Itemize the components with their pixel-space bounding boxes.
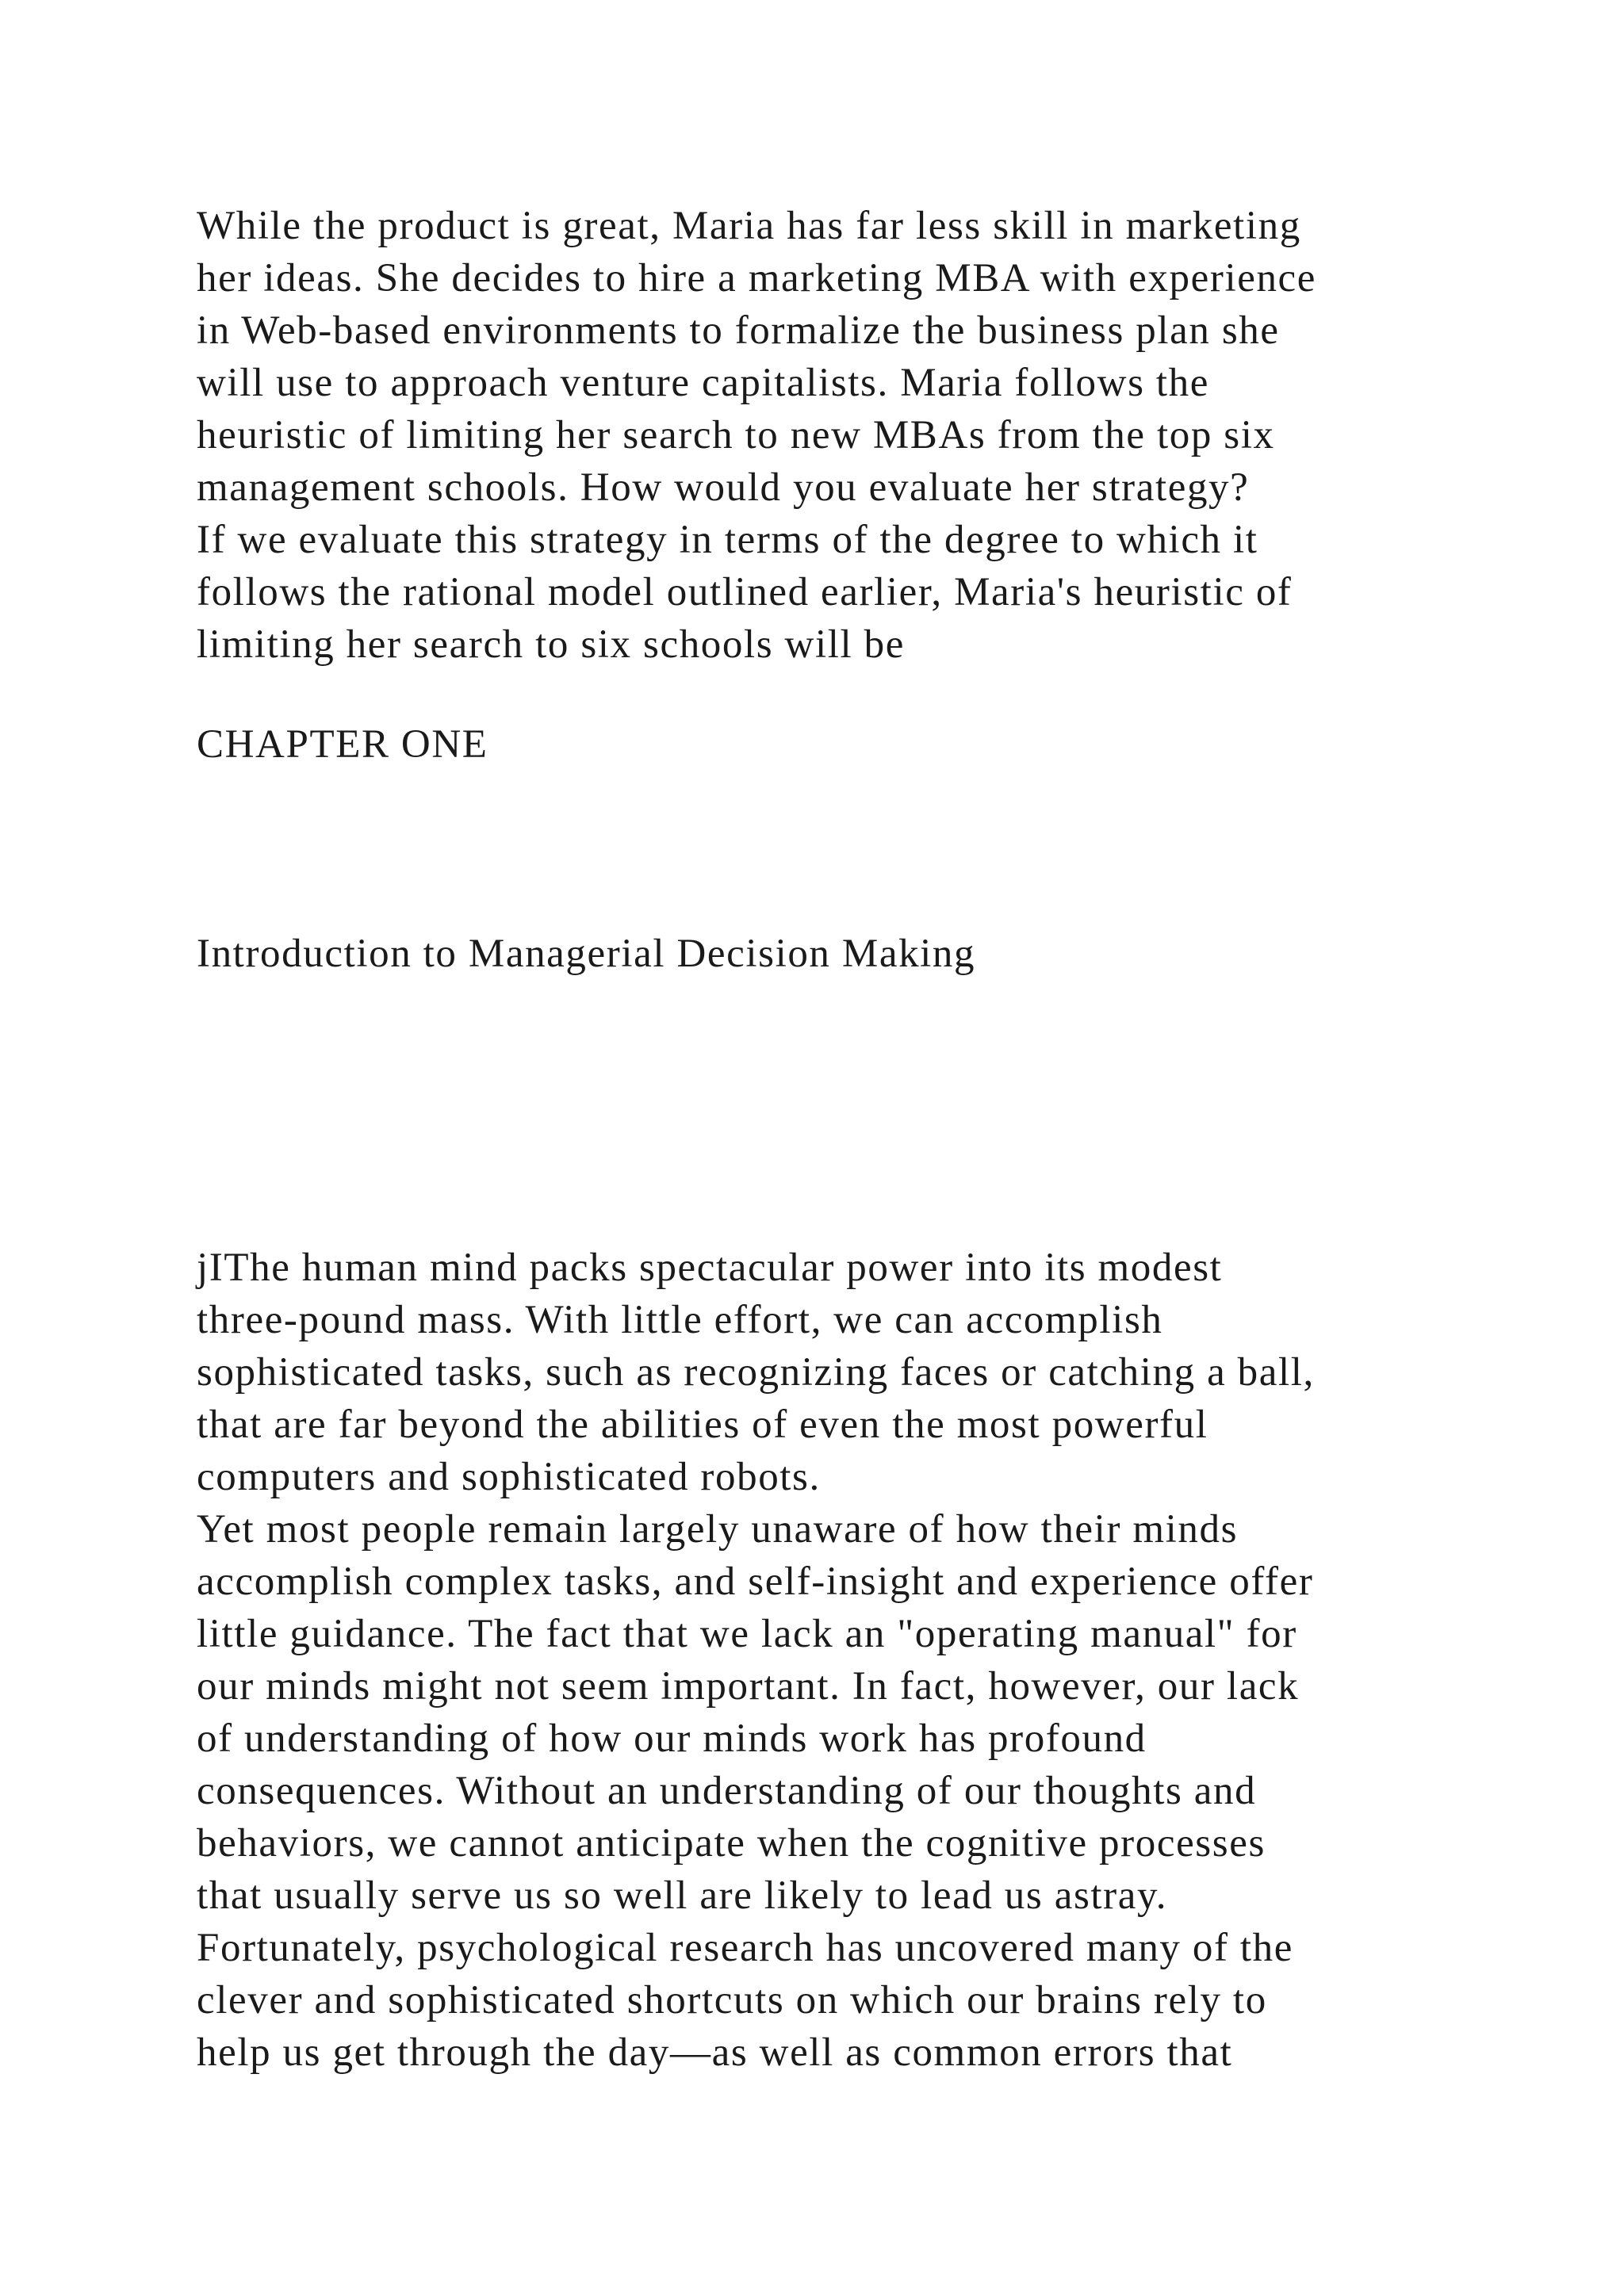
body-line: will use to approach venture capitalists. Maria follows the <box>197 361 1209 405</box>
body-line: clever and sophisticated shortcuts on which our brains rely to <box>197 1978 1267 2022</box>
chapter-label: CHAPTER ONE <box>197 722 488 767</box>
body-line: three-pound mass. With little effort, we can accomplish <box>197 1298 1163 1342</box>
body-line: consequences. Without an understanding of our thoughts and <box>197 1769 1257 1813</box>
body-line: of understanding of how our minds work has profound <box>197 1716 1147 1761</box>
body-line: limiting her search to six schools will be <box>197 622 905 667</box>
body-line: our minds might not seem important. In fact, however, our lack <box>197 1664 1300 1709</box>
body-line: help us get through the day—as well as common errors that <box>197 2030 1233 2075</box>
body-line: If we evaluate this strategy in terms of the degree to which it <box>197 518 1258 562</box>
body-line: her ideas. She decides to hire a marketing MBA with experience <box>197 256 1317 300</box>
body-line: that usually serve us so well are likely to lead us astray. <box>197 1873 1168 1918</box>
body-line: management schools. How would you evaluate her strategy? <box>197 465 1250 510</box>
body-line: in Web-based environments to formalize the business plan she <box>197 308 1280 353</box>
body-line: accomplish complex tasks, and self-insight and experience offer <box>197 1559 1314 1604</box>
body-line: behaviors, we cannot anticipate when the cognitive processes <box>197 1821 1266 1866</box>
body-line: Yet most people remain largely unaware of how their minds <box>197 1507 1239 1552</box>
body-line: Fortunately, psychological research has uncovered many of the <box>197 1926 1294 1970</box>
body-line: While the product is great, Maria has far less skill in marketing <box>197 204 1301 248</box>
document-page <box>197 0 1497 2296</box>
body-line: heuristic of limiting her search to new MBAs from the top six <box>197 413 1275 457</box>
body-line: jIThe human mind packs spectacular power into its modest <box>197 1246 1223 1290</box>
body-line: sophisticated tasks, such as recognizing faces or catching a ball, <box>197 1350 1315 1395</box>
body-line: follows the rational model outlined earlier, Maria's heuristic of <box>197 570 1293 614</box>
body-line: computers and sophisticated robots. <box>197 1455 821 1499</box>
body-line: little guidance. The fact that we lack an "operating manual" for <box>197 1612 1297 1656</box>
body-line: that are far beyond the abilities of even the most powerful <box>197 1402 1208 1447</box>
chapter-title: Introduction to Managerial Decision Making <box>197 932 976 976</box>
